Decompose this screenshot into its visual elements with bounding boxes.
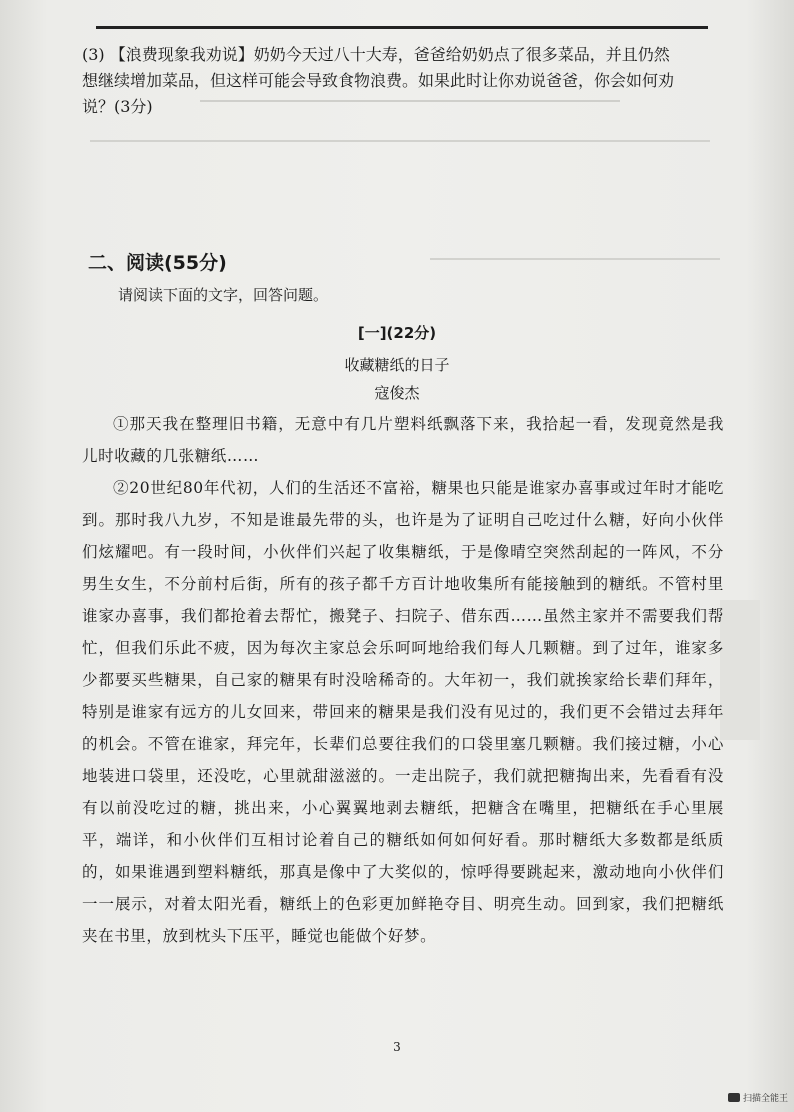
bleed-through-mark [720,600,760,740]
scanner-watermark [728,1091,788,1104]
section-instruction: 请阅读下面的文字，回答问题。 [118,286,329,304]
passage-body [82,408,724,952]
bleed-through-mark [90,140,710,142]
passage-part-label: [一](22分) [357,324,437,342]
passage-paragraph-2: ②20世纪80年代初，人们的生活还不富裕，糖果也只能是谁家办喜事或过年时才能吃到。那时我八九岁，不知是谁最先带的头，也许是为了证明自己吃过什么糖，好向小伙伴们炫耀吧。有一段时间，小伙伴们兴起了收集糖纸，于是像晴空突然刮起的一阵风，不分男生女生，不分前村后街，所有的孩子都千方百计地收集所有能接触到的糖纸。不管村里谁家办喜事，我们都抢着去帮忙，搬凳子、扫院子、借东西……虽然主家并不需要我们帮忙，但我们乐此不疲，因为每次主家总会乐呵呵地给我们每人几颗糖。到了过年，谁家多少都要买些糖果，自己家的糖果有时没啥稀奇的。大年初一，我们就挨家给长辈们拜年，特别是谁家有远方的儿女回来，带回来的糖果是我们没有见过的，我们更不会错过去拜年的机会。不管在谁家，拜完年，长辈们总要往我们的口袋里塞几颗糖。我们接过糖，小心地装进口袋里，还没吃，心里就甜滋滋的。一走出院子，我们就把糖掏出来，先看看有没有以前没吃过的糖，挑出来，小心翼翼地剥去糖纸，把糖含在嘴里，把糖纸在手心里展平，端详，和小伙伴们互相讨论着自己的糖纸如何如何好看。那时糖纸大多数都是纸质的，如果谁遇到塑料糖纸，那真是像中了大奖似的，惊呼得要跳起来，激动地向小伙伴们一一展示，对着太阳光看，糖纸上的色彩更加鲜艳夺目、明亮生动。回到家，我们把糖纸夹在书里，放到枕头下压平，睡觉也能做个好梦。 [82,479,724,945]
passage-title: 收藏糖纸的日子 [344,356,450,374]
bleed-through-mark [430,258,720,260]
scanner-watermark-label: 扫描全能王 [742,1094,788,1104]
question-3-text: (3) 【浪费现象我劝说】奶奶今天过八十大寿，爸爸给奶奶点了很多菜品，并且仍然想继续增加菜品，但这样可能会导致食物浪费。如果此时让你劝说爸爸，你会如何劝说？(3分) [82,45,675,116]
passage-paragraph-1: ①那天我在整理旧书籍，无意中有几片塑料纸飘落下来，我拾起一看，发现竟然是我儿时收藏的几张糖纸…… [82,415,724,465]
passage-author: 寇俊杰 [374,384,420,402]
page-number: 3 [393,1040,401,1054]
section-heading: 二、阅读(55分) [88,252,227,274]
scanner-logo-icon [728,1093,740,1102]
header-rule [96,26,708,29]
